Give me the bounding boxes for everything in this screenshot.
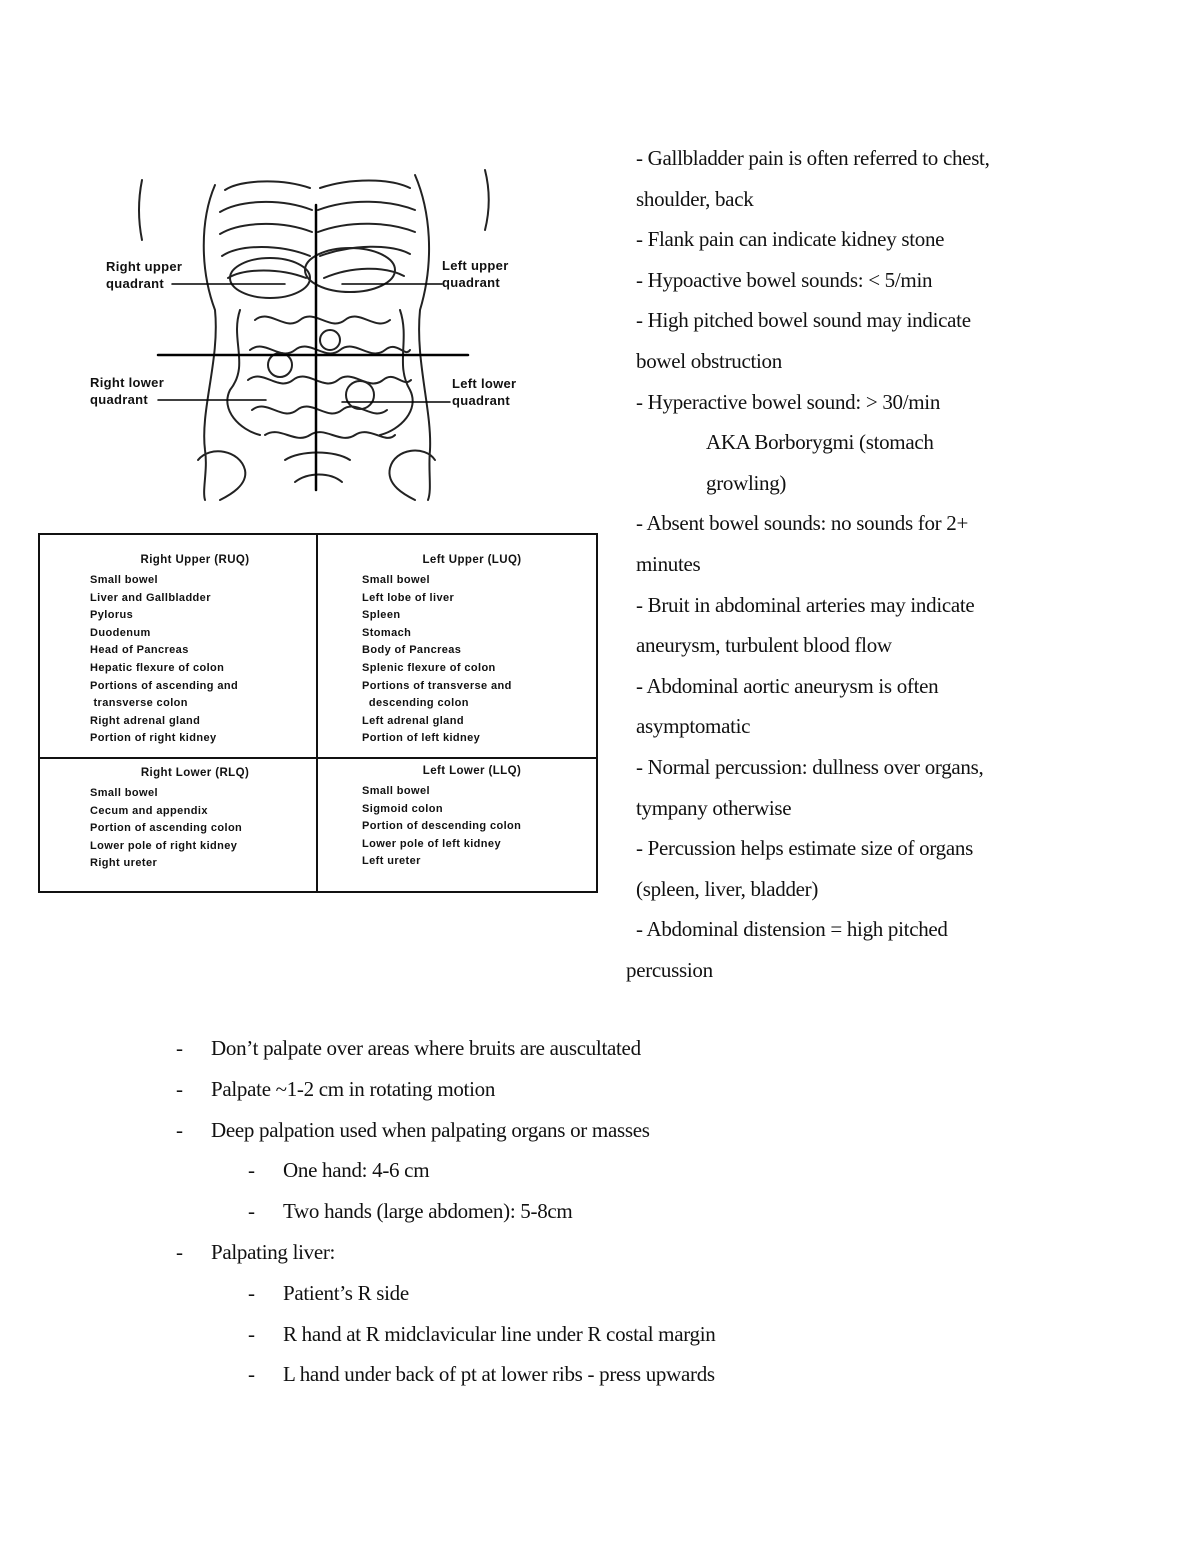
note-line: - Hypoactive bowel sounds: < 5/min: [636, 267, 933, 292]
quadrant-organs-table: [38, 533, 598, 893]
list-item: [170, 1150, 1070, 1191]
cell-luq: [362, 554, 582, 748]
organ-list-item: Body of Pancreas: [362, 644, 462, 657]
list-item-text: Deep palpation used when palpating organs or masses: [211, 1117, 650, 1142]
list-item-text: R hand at R midclavicular line under R costal margin: [283, 1321, 716, 1346]
note-line: AKA Borborygmi (stomach: [706, 430, 934, 455]
list-bullet-dash: -: [248, 1362, 255, 1387]
note-line: bowel obstruction: [636, 348, 782, 373]
cell-title-luq: Left Upper (LUQ): [422, 554, 522, 566]
organ-list-item: Portions of ascending and: [90, 679, 239, 692]
organ-list-item: Small bowel: [362, 574, 430, 586]
organ-list-item: Small bowel: [90, 787, 158, 799]
list-item-text: Palpate ~1-2 cm in rotating motion: [211, 1076, 496, 1101]
organ-list-item: Pylorus: [90, 609, 134, 622]
list-item-text: L hand under back of pt at lower ribs - press upwards: [283, 1362, 715, 1387]
organ-list-item: Small bowel: [362, 785, 430, 797]
organ-list-item: Portion of descending colon: [362, 820, 522, 833]
right-notes-column: [626, 138, 1106, 990]
organ-list-item: Duodenum: [90, 626, 151, 639]
organ-list-item: Lower pole of right kidney: [90, 839, 238, 852]
organ-list-item: Portion of right kidney: [90, 732, 217, 745]
note-line: - Abdominal distension = high pitched: [636, 917, 948, 942]
organ-list-item: Liver and Gallbladder: [90, 591, 211, 604]
list-bullet-dash: -: [248, 1199, 255, 1224]
note-line: (spleen, liver, bladder): [636, 876, 819, 901]
list-item: [170, 1191, 1070, 1232]
list-item: [170, 1314, 1070, 1355]
list-item: [170, 1273, 1070, 1314]
organ-list-item: Portions of transverse and: [362, 679, 512, 692]
organ-list-item: Small bowel: [90, 574, 158, 586]
list-bullet-dash: -: [248, 1321, 255, 1346]
organ-list-item: Portion of ascending colon: [90, 822, 243, 835]
list-item-text: Two hands (large abdomen): 5-8cm: [283, 1199, 573, 1224]
list-item: [170, 1354, 1070, 1395]
table-vertical-divider: [316, 535, 318, 891]
organ-list-item: Splenic flexure of colon: [362, 661, 496, 674]
organ-list-item: Left adrenal gland: [362, 714, 464, 727]
organ-list-item: descending colon: [362, 697, 469, 710]
list-item: [170, 1028, 1070, 1069]
list-item: [170, 1069, 1070, 1110]
note-line: minutes: [636, 551, 701, 576]
note-line: shoulder, back: [636, 186, 754, 211]
note-line: asymptomatic: [636, 714, 751, 739]
list-item-text: Palpating liver:: [211, 1239, 336, 1264]
note-line: percussion: [626, 957, 713, 982]
ruq-organ-list: [90, 572, 300, 748]
rlq-organ-list: [90, 785, 300, 873]
cell-title-ruq: Right Upper (RUQ): [140, 554, 250, 566]
note-line: - High pitched bowel sound may indicate: [636, 308, 971, 333]
note-line: aneurysm, turbulent blood flow: [636, 633, 892, 658]
palpation-notes-list: [170, 1028, 1070, 1395]
organ-list-item: Right ureter: [90, 857, 158, 870]
list-bullet-dash: -: [176, 1036, 183, 1060]
label-right-upper-quadrant: Right upper quadrant: [106, 259, 183, 291]
list-bullet-dash: -: [248, 1158, 255, 1183]
note-line: - Bruit in abdominal arteries may indicate: [636, 592, 975, 617]
luq-organ-list: [362, 572, 582, 748]
label-left-upper-quadrant: Left upper quadrant: [442, 258, 509, 290]
note-line: - Absent bowel sounds: no sounds for 2+: [636, 511, 969, 536]
note-line: - Percussion helps estimate size of organs: [636, 836, 973, 861]
note-line: - Gallbladder pain is often referred to chest,: [636, 146, 990, 170]
cell-rlq: [90, 767, 300, 873]
organ-list-item: Sigmoid colon: [362, 802, 443, 815]
note-line: - Flank pain can indicate kidney stone: [636, 227, 945, 252]
list-bullet-dash: -: [176, 1117, 183, 1142]
organ-list-item: Lower pole of left kidney: [362, 837, 501, 850]
organ-list-item: transverse colon: [90, 697, 188, 710]
organ-list-item: Left ureter: [362, 855, 421, 868]
list-item-text: Patient’s R side: [283, 1280, 409, 1305]
table-horizontal-divider: [40, 757, 596, 759]
list-bullet-dash: -: [176, 1076, 183, 1101]
organ-list-item: Head of Pancreas: [90, 644, 189, 657]
list-item: [170, 1232, 1070, 1273]
note-line: - Normal percussion: dullness over organs,: [636, 754, 984, 779]
organ-list-item: Hepatic flexure of colon: [90, 661, 225, 674]
list-item: [170, 1110, 1070, 1151]
cell-ruq: [90, 554, 300, 748]
list-item-text: One hand: 4-6 cm: [283, 1158, 430, 1183]
cell-llq: [362, 765, 582, 871]
organ-list-item: Portion of left kidney: [362, 732, 481, 745]
organ-list-item: Spleen: [362, 609, 401, 622]
cell-title-rlq: Right Lower (RLQ): [140, 767, 250, 779]
note-line: tympany otherwise: [636, 795, 792, 820]
llq-organ-list: [362, 783, 582, 871]
list-bullet-dash: -: [248, 1280, 255, 1305]
organ-list-item: Cecum and appendix: [90, 804, 208, 817]
note-line: - Abdominal aortic aneurysm is often: [636, 673, 939, 698]
abdomen-illustration: [80, 160, 540, 510]
organ-list-item: Right adrenal gland: [90, 714, 201, 727]
organ-list-item: Stomach: [362, 626, 412, 639]
note-line: growling): [706, 470, 787, 495]
label-right-lower-quadrant: Right lower quadrant: [90, 375, 165, 407]
cell-title-llq: Left Lower (LLQ): [422, 765, 522, 777]
note-line: - Hyperactive bowel sound: > 30/min: [636, 389, 941, 414]
list-item-text: Don’t palpate over areas where bruits are auscultated: [211, 1036, 641, 1060]
list-bullet-dash: -: [176, 1239, 183, 1264]
organ-list-item: Left lobe of liver: [362, 591, 455, 604]
label-left-lower-quadrant: Left lower quadrant: [452, 376, 517, 408]
abdomen-quadrant-diagram: [80, 160, 540, 510]
